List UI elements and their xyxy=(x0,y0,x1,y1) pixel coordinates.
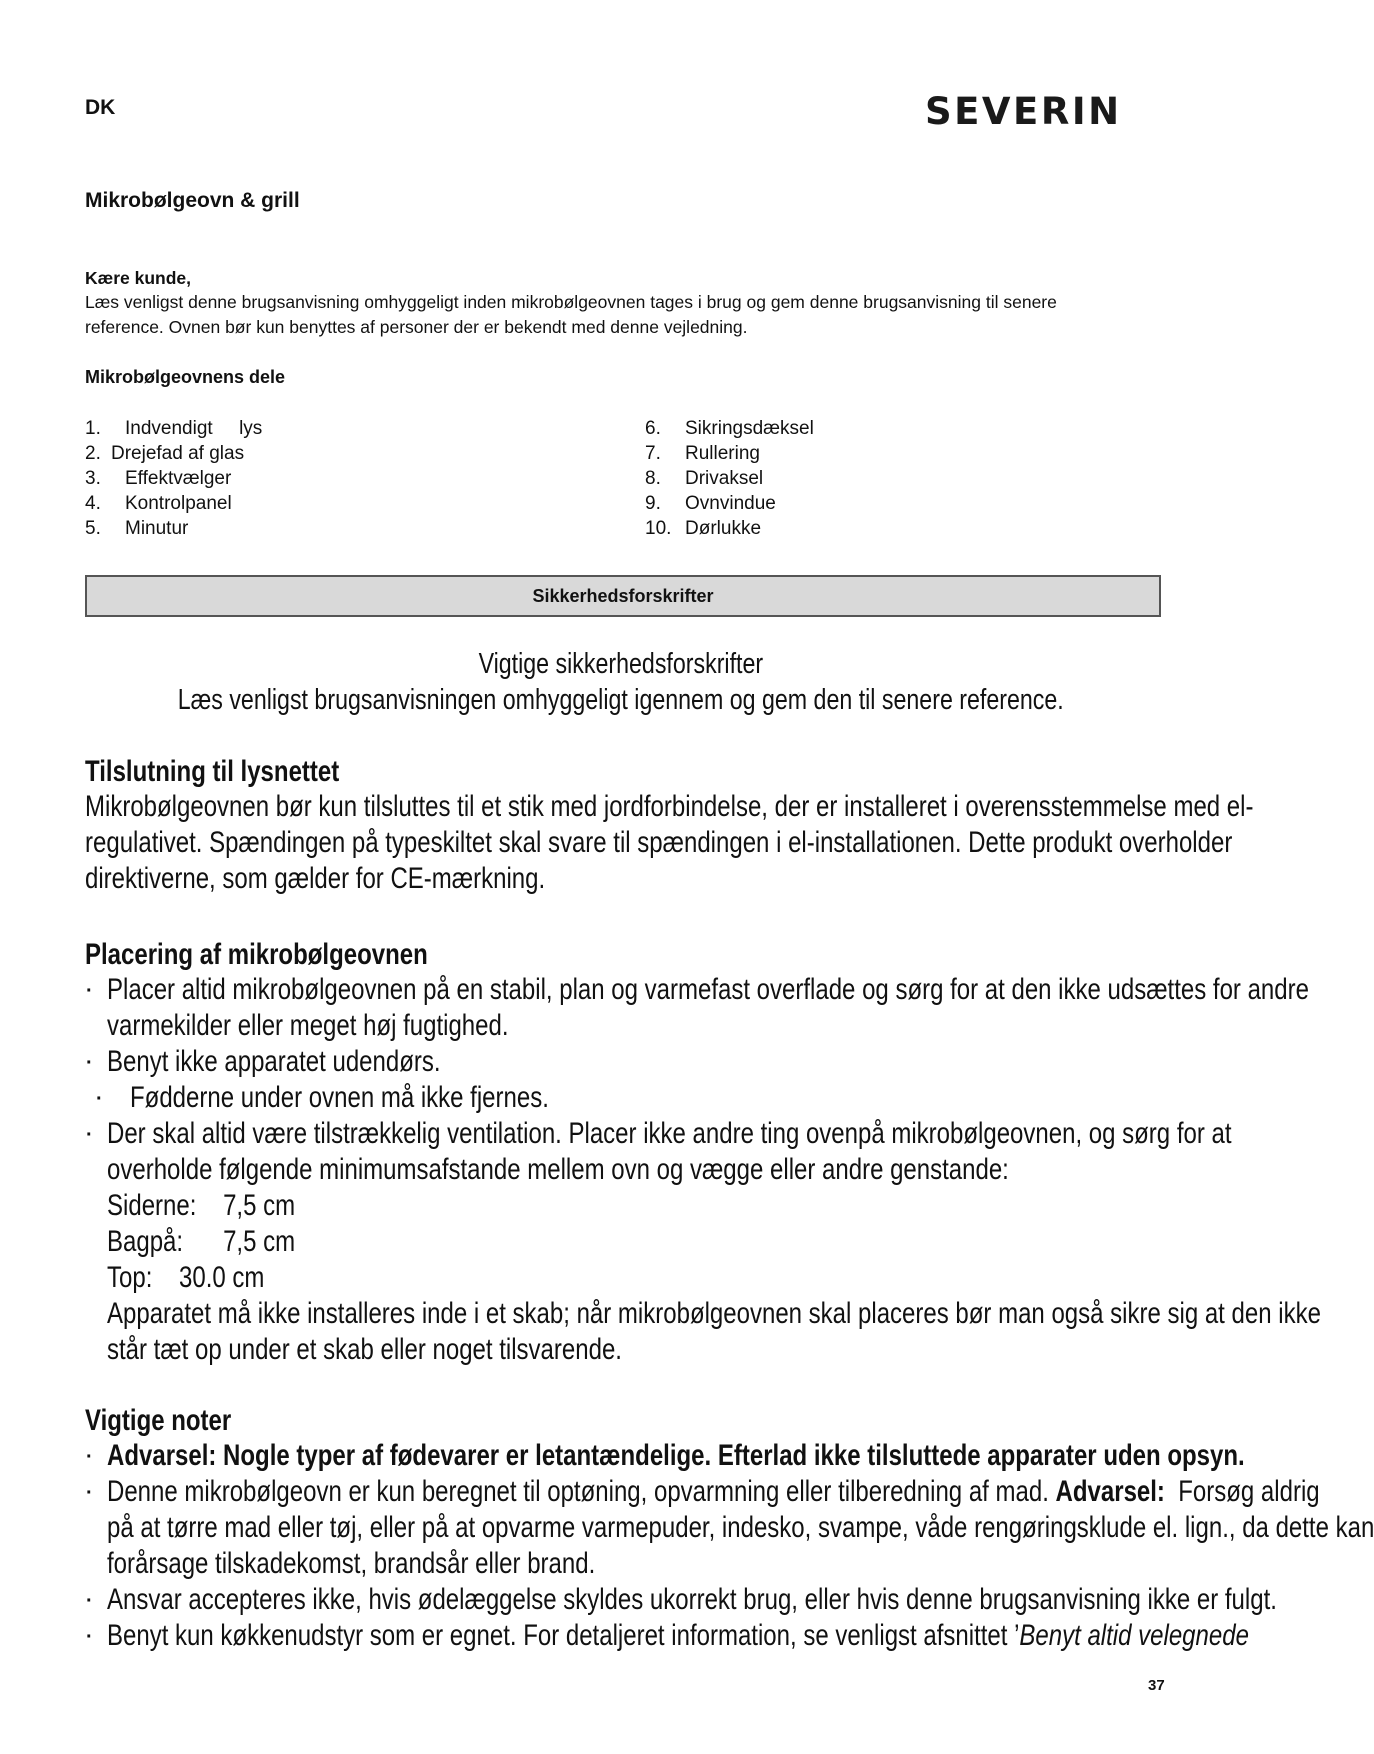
note-usage-line xyxy=(107,1474,1374,1510)
notes-heading: Vigtige noter xyxy=(85,1404,232,1437)
part-label: Sikringsdæksel xyxy=(685,418,814,439)
placement-bullet-line: Der skal altid være tilstrækkelig ventilation. Placer ikke andre ting ovenpå mikrobølgeovnen, og sørg for at xyxy=(107,1117,1232,1150)
note-cookware xyxy=(107,1618,1249,1654)
bullet-icon: · xyxy=(86,1482,93,1504)
note-usage-warning: Advarsel: xyxy=(1055,1475,1165,1508)
part-number: 5. xyxy=(85,518,101,539)
language-code: DK xyxy=(85,96,116,119)
intro-line-2: reference. Ovnen bør kun benyttes af personer der er bekendt med denne vejledning. xyxy=(85,317,748,337)
section-banner: Sikkerhedsforskrifter xyxy=(85,575,1161,617)
connection-line: direktiverne, som gælder for CE-mærkning. xyxy=(85,862,546,895)
part-label: Indvendigt lys xyxy=(125,418,263,439)
bullet-icon: · xyxy=(86,1590,93,1612)
note-usage-text: Denne mikrobølgeovn er kun beregnet til optøning, opvarmning eller tilberedning af mad. xyxy=(107,1475,1056,1508)
distance-sides: Siderne: 7,5 cm xyxy=(107,1189,296,1222)
safety-subheading-text: Læs venligst brugsanvisningen omhyggeligt igennem og gem den til senere reference. xyxy=(177,684,1064,716)
bullet-icon: · xyxy=(86,980,93,1002)
part-item xyxy=(645,491,814,516)
document-title: Mikrobølgeovn & grill xyxy=(85,189,300,212)
part-number: 8. xyxy=(645,468,661,489)
placement-bullet-line: Apparatet må ikke installeres inde i et skab; når mikrobølgeovnen skal placeres bør man også sikre sig at den ikke xyxy=(107,1297,1321,1330)
safety-heading-text: Vigtige sikkerhedsforskrifter xyxy=(478,648,763,680)
parts-list-left xyxy=(85,416,262,541)
part-label: Effektvælger xyxy=(125,468,232,489)
note-cookware-text: Benyt kun køkkenudstyr som er egnet. For detaljeret information, se venligst afsnittet ’ xyxy=(107,1619,1020,1652)
part-label: Drejefad af glas xyxy=(111,443,245,464)
placement-bullet-line: står tæt op under et skab eller noget tilsvarende. xyxy=(107,1333,622,1366)
part-number: 3. xyxy=(85,468,101,489)
part-item xyxy=(645,416,814,441)
placement-bullet-1 xyxy=(107,972,1309,1044)
placement-bullet-line: Placer altid mikrobølgeovnen på en stabil, plan og varmefast overflade og sørg for at den ikke udsættes for andre xyxy=(107,973,1309,1006)
part-item xyxy=(85,441,262,466)
connection-heading: Tilslutning til lysnettet xyxy=(85,755,340,788)
placement-bullet-line: overholde følgende minimumsafstande mellem ovn og vægge eller andre genstande: xyxy=(107,1153,1009,1186)
part-number: 9. xyxy=(645,493,661,514)
part-label: Kontrolpanel xyxy=(125,493,232,514)
note-usage-text: Forsøg aldrig xyxy=(1164,1475,1320,1508)
part-number: 6. xyxy=(645,418,661,439)
note-usage xyxy=(107,1474,1374,1582)
connection-line: regulativet. Spændingen på typeskiltet skal svare til spændingen i el-installationen. Dette produkt overholder xyxy=(85,826,1233,859)
part-item xyxy=(645,441,814,466)
part-number: 4. xyxy=(85,493,101,514)
part-number: 7. xyxy=(645,443,661,464)
page-number: 37 xyxy=(1148,1677,1165,1694)
note-liability: Ansvar accepteres ikke, hvis ødelæggelse skyldes ukorrekt brug, eller hvis denne brugsanvisning ikke er fulgt. xyxy=(107,1583,1277,1616)
part-item xyxy=(85,491,262,516)
intro-paragraph xyxy=(85,290,1165,340)
safety-heading xyxy=(0,648,1241,681)
part-label: Ovnvindue xyxy=(685,493,776,514)
placement-bullet-2: Benyt ikke apparatet udendørs. xyxy=(107,1045,441,1078)
note-usage-line: forårsage tilskadekomst, brandsår eller brand. xyxy=(107,1547,596,1580)
part-number: 10. xyxy=(645,518,672,539)
greeting: Kære kunde, xyxy=(85,268,191,288)
parts-list-right xyxy=(645,416,814,541)
part-item xyxy=(645,516,814,541)
placement-bullet-line: varmekilder eller meget høj fugtighed. xyxy=(107,1009,509,1042)
bullet-icon: · xyxy=(96,1088,103,1110)
distance-top: Top: 30.0 cm xyxy=(107,1261,265,1294)
note-usage-line: på at tørre mad eller tøj, eller på at opvarme varmepuder, indesko, svampe, våde rengøringsklude el. lign., da dette kan xyxy=(107,1511,1374,1544)
part-number: 2. xyxy=(85,443,101,464)
parts-title: Mikrobølgeovnens dele xyxy=(85,367,286,387)
part-item xyxy=(645,466,814,491)
note-cookware-ref: Benyt altid velegnede xyxy=(1019,1619,1249,1652)
bullet-icon: · xyxy=(86,1626,93,1648)
part-label: Minutur xyxy=(125,518,189,539)
bullet-icon: · xyxy=(86,1052,93,1074)
connection-paragraph xyxy=(85,789,1253,897)
part-item xyxy=(85,516,262,541)
part-label: Drivaksel xyxy=(685,468,764,489)
placement-bullet-4 xyxy=(107,1116,1321,1368)
part-number: 1. xyxy=(85,418,101,439)
placement-bullet-3: Fødderne under ovnen må ikke fjernes. xyxy=(130,1081,549,1114)
part-label: Rullering xyxy=(685,443,760,464)
brand-logo: SEVERIN xyxy=(925,90,1122,133)
part-item xyxy=(85,466,262,491)
bullet-icon: · xyxy=(86,1446,93,1468)
note-warning: Advarsel: Nogle typer af fødevarer er letantændelige. Efterlad ikke tilsluttede apparater uden opsyn. xyxy=(107,1439,1245,1472)
intro-line-1: Læs venligst denne brugsanvisning omhyggeligt inden mikrobølgeovnen tages i brug og gem denne brugsanvisning til senere xyxy=(85,292,1057,312)
connection-line: Mikrobølgeovnen bør kun tilsluttes til et stik med jordforbindelse, der er installeret i overensstemmelse med el- xyxy=(85,790,1254,823)
part-label: Dørlukke xyxy=(685,518,762,539)
part-item xyxy=(85,416,262,441)
placement-heading: Placering af mikrobølgeovnen xyxy=(85,938,428,971)
bullet-icon: · xyxy=(86,1124,93,1146)
distance-back: Bagpå: 7,5 cm xyxy=(107,1225,296,1258)
safety-subheading xyxy=(0,684,1241,717)
